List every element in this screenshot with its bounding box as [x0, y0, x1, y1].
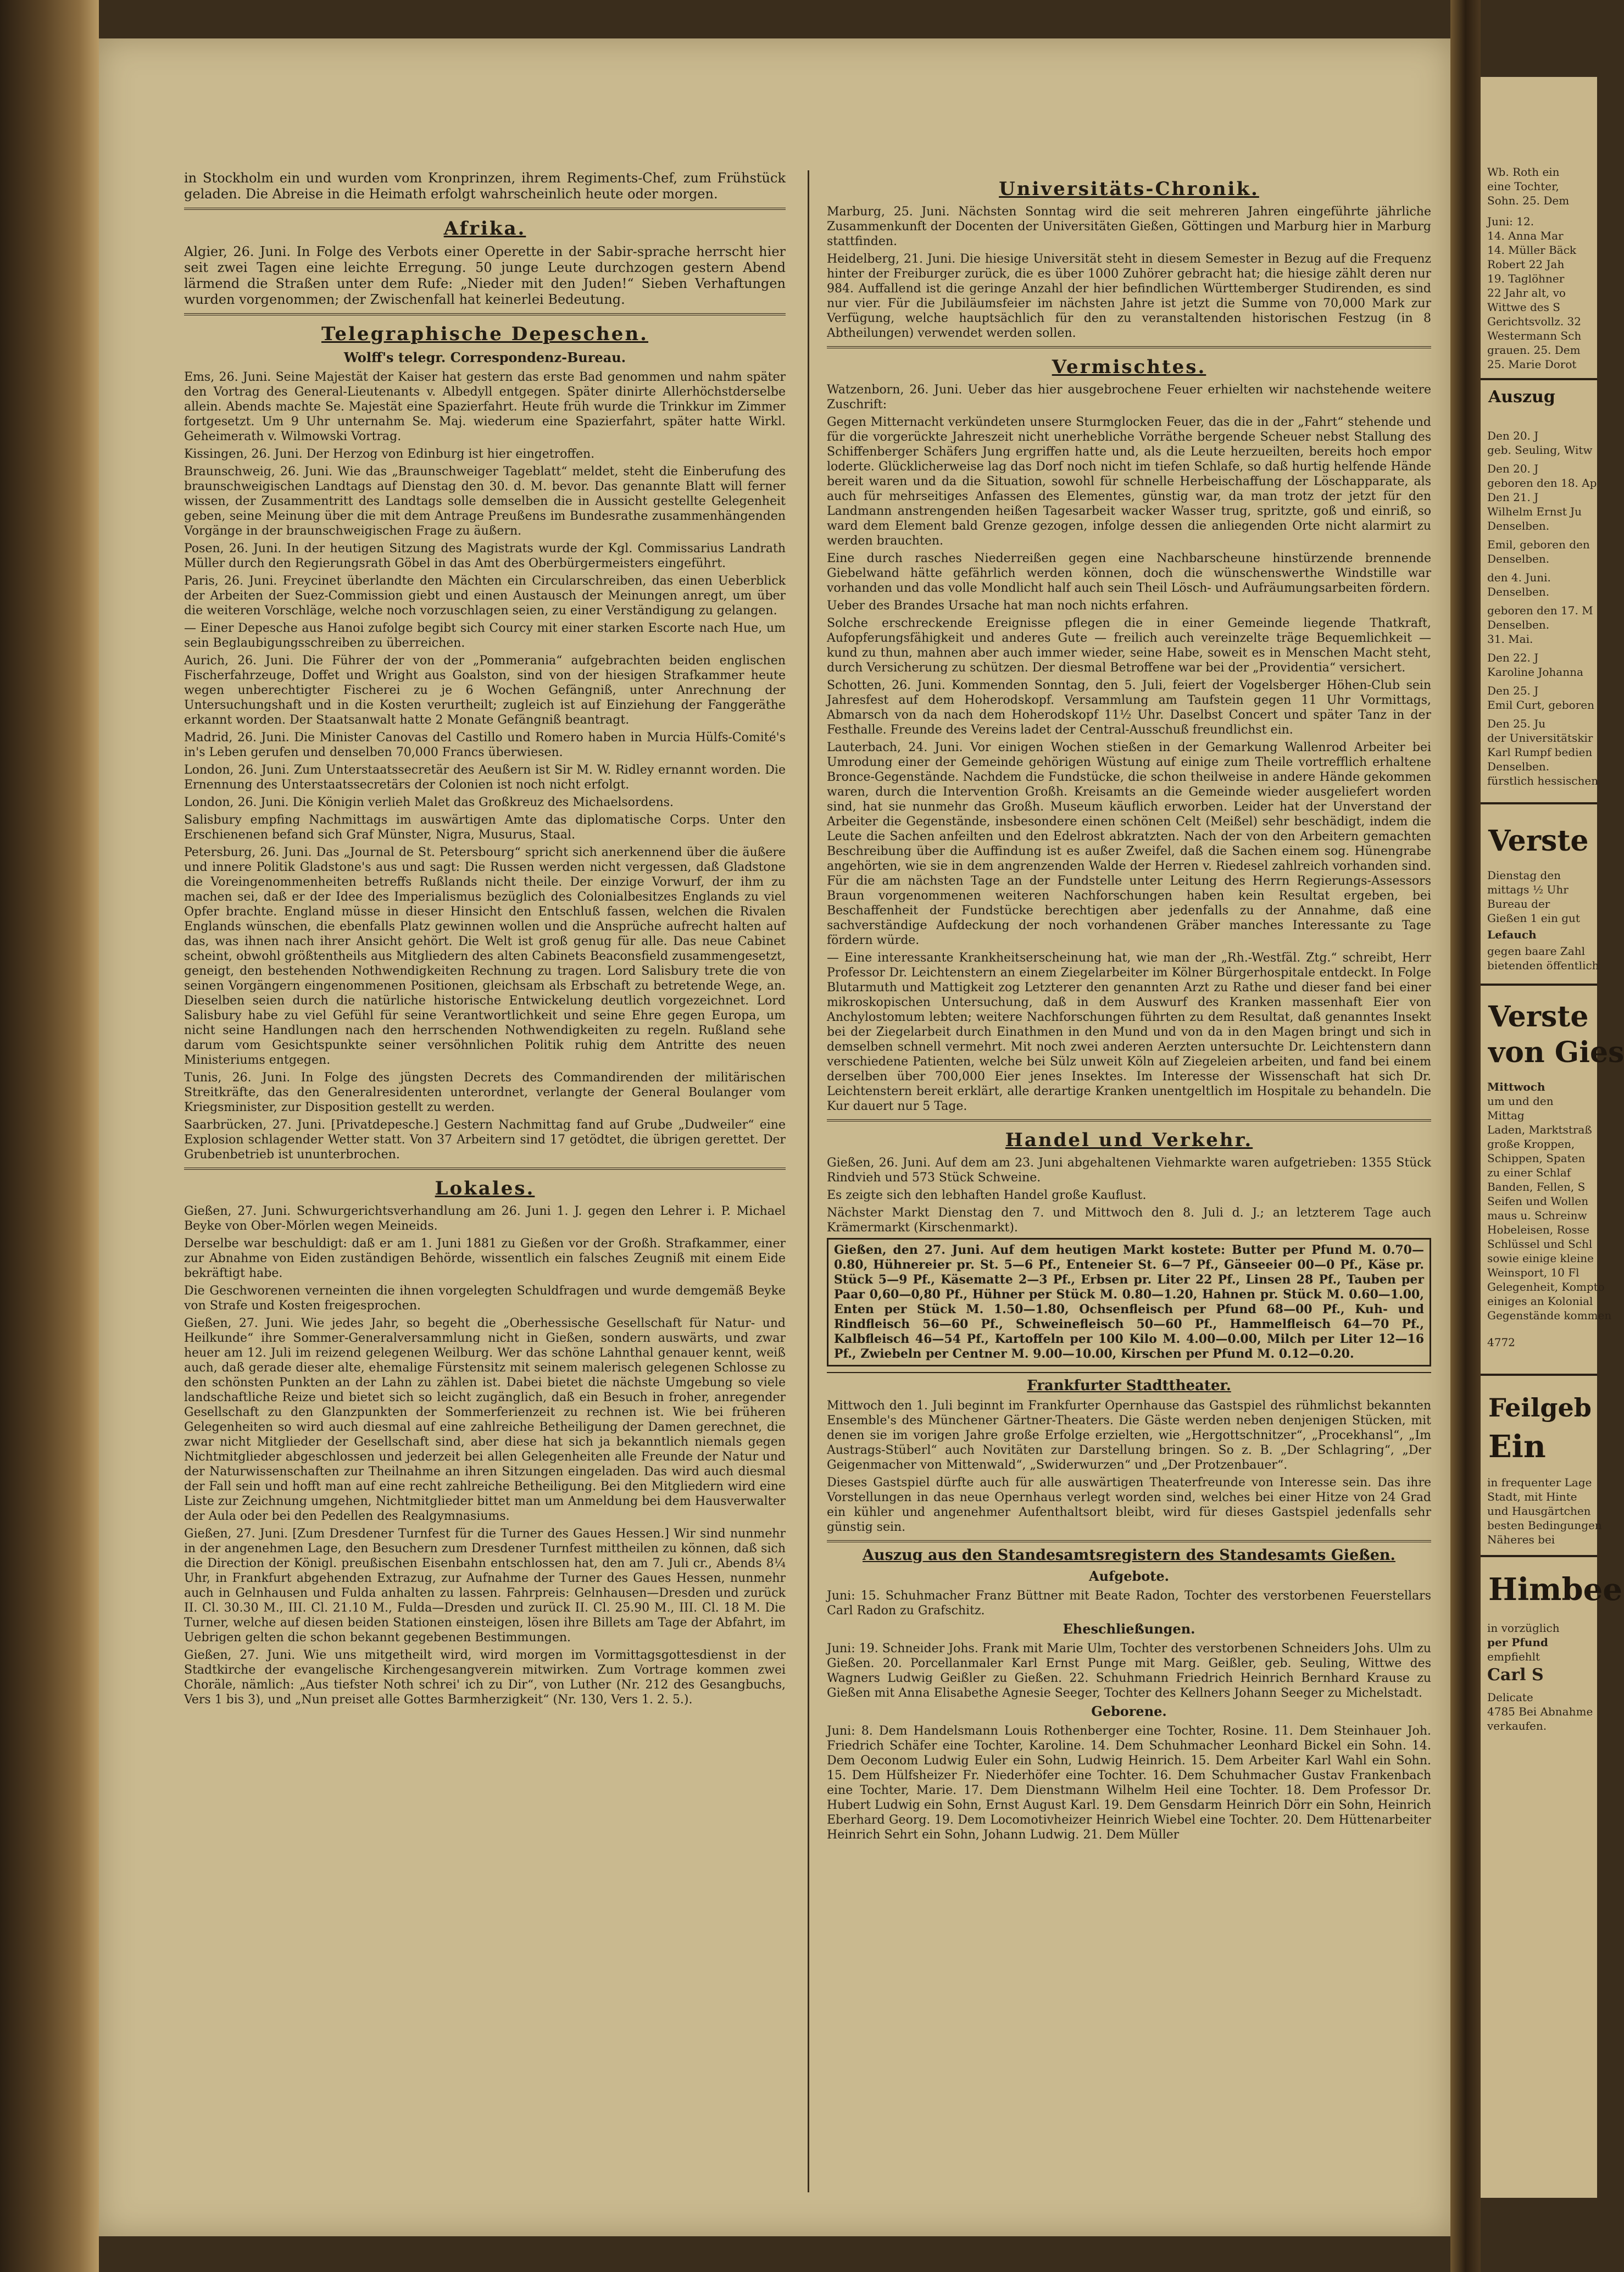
fragment-line: Dienstag den — [1487, 869, 1561, 882]
market-prices-box — [827, 1238, 1431, 1366]
section-heading-standesamt: Auszug aus den Standesamtsregistern des Standesamts Gießen. — [863, 1547, 1395, 1564]
fragment-heading: Himbee — [1488, 1571, 1622, 1608]
fragment-rule — [1481, 802, 1597, 804]
section-rule — [184, 208, 786, 210]
fragment-heading: Feilgeb — [1488, 1393, 1592, 1423]
fragment-line: Gelegenheit, Kompto — [1487, 1280, 1605, 1293]
fragment-line: einiges an Kolonial — [1487, 1295, 1593, 1308]
subheading-aufgebote: Aufgebote. — [1089, 1568, 1169, 1584]
subheading-geborene: Geborene. — [1091, 1703, 1167, 1719]
fragment-line: Weinsport, 10 Fl — [1487, 1266, 1579, 1279]
fragment-line: Den 25. Ju — [1487, 717, 1546, 730]
fragment-line: geb. Seuling, Witw — [1487, 443, 1593, 457]
fragment-line: 25. Marie Dorot — [1487, 358, 1577, 371]
fragment-line: Stadt, mit Hinte — [1487, 1490, 1577, 1503]
fragment-heading: Auszug — [1488, 387, 1555, 407]
fragment-heading: von Gies — [1488, 1036, 1624, 1069]
fragment-line: Denselben. — [1487, 552, 1550, 565]
university-item: Heidelberg, 21. Juni. Die hiesige Universität steht in diesem Semester in Bezug auf die Frequenz hinter der Freiburger zurück, die es über 1000 Zuhörer gebracht hat; die hiesige zählt deren nur 984. Auffallend ist die geringe Anzahl der hier befindlichen Württemberger Studirenden, es sind nur vier. Für die Jubiläumsfeier im nächsten Jahre ist jetzt die Summe von 70,000 Mark zur Verfügung, welche hauptsächlich für den zu veranstaltenden historischen Festzug (in 8 Abtheilungen) verwendet werden sollen. — [827, 252, 1431, 340]
subheading-eheschliessungen: Eheschließungen. — [1063, 1621, 1195, 1637]
fragment-line: Westermann Sch — [1487, 329, 1582, 342]
fragment-line: maus u. Schreinw — [1487, 1209, 1587, 1222]
fragment-line: Wb. Roth ein — [1487, 165, 1560, 179]
fragment-line: der Universitätskir — [1487, 731, 1593, 745]
local-news-item: Gießen, 27. Juni. Wie jedes Jahr, so begeht die „Oberhessische Gesellschaft für Natur- und Heilkunde“ ihre Sommer-Generalversammlung nicht in Gießen, sondern auswärts, und zwar heuer am 12. Juli im reizend gelegenen Weilburg. Wer das schöne Lahnthal genauer kennt, weiß auch, daß gerade dieser alte, ehemalige Fürstensitz mit seinem malerisch gelegenen Schlosse zu den schönsten Punkten an der Lahn zu zählen ist. Dabei bietet die nächste Umgebung so viele landschaftliche Reize und bietet sich so leicht zugänglich, daß ein Besuch in froher, anregender Gesellschaft zu den Glanzpunkten der Sommerferienzeit zu rechnen ist. Wie bei früheren Gelegenheiten so wird auch diesmal auf eine zahlreiche Betheiligung der Damen gerechnet, die zwar nicht Mitglieder der Gesellschaft sind, aber diese hat sich ja bekanntlich niemals gegen Nichtmitglieder abgeschlossen und jederzeit bei allen Gelegenheiten alle Freunde der Natur und der Naturwissenschaften zur Theilnahme an ihren Sitzungen eingeladen. Das wird auch diesmal der Fall sein und hofft man auf eine recht zahlreiche Betheiligung. Bei den Mitgliedern wird eine Liste zur Zeichnung umgehen, Nichtmitglieder bittet man um Anmeldung bei dem Hausverwalter der Aula oder bei den Pedellen des Realgymnasiums. — [184, 1316, 786, 1523]
fragment-line: eine Tochter, — [1487, 180, 1559, 193]
registry-geborene: Juni: 8. Dem Handelsmann Louis Rothenberger eine Tochter, Rosine. 11. Dem Steinhauer Joh. Friedrich Schäfer eine Tochter, Karoline. 14. Dem Schuhmacher Leonhard Bickel ein Sohn. 14. Dem Oeconom Ludwig Euler ein Sohn, Ludwig Heinrich. 15. Dem Arbeiter Karl Wahl ein Sohn. 15. Dem Hülfsheizer Fr. Niederhöfer eine Tochter. 16. Dem Schuhmacher Gustav Frankenbach eine Tochter, Marie. 17. Dem Dienstmann Wilhelm Heil eine Tochter. 18. Dem Professor Dr. Hubert Ludwig ein Sohn, Ernst August Karl. 19. Dem Gensdarm Heinrich Dörr ein Sohn, Heinrich Eberhard Georg. 19. Dem Locomotivheizer Heinrich Wiebel eine Tochter. 20. Dem Hüttenarbeiter Heinrich Sehrt ein Sohn, Johann Ludwig. 21. Dem Müller — [827, 1724, 1431, 1842]
fragment-line: in frequenter Lage — [1487, 1476, 1592, 1489]
fragment-line: Den 20. J — [1487, 429, 1539, 442]
telegram-item: London, 26. Juni. Die Königin verlieh Malet das Großkreuz des Michaelsordens. — [184, 796, 674, 809]
fragment-line: gegen baare Zahl — [1487, 945, 1586, 958]
fragment-line: fürstlich hessischen — [1487, 774, 1599, 787]
fragment-line: Denselben. — [1487, 618, 1550, 631]
fragment-line: grauen. 25. Dem — [1487, 343, 1581, 357]
adjacent-page-fragment — [1481, 77, 1624, 2198]
fragment-number: 4772 — [1487, 1336, 1515, 1349]
telegram-item: — Einer Depesche aus Hanoi zufolge begibt sich Courcy mit einer starken Escorte nach Hue, um sein Beglaubigungsschreiben zu überreichen. — [184, 621, 786, 650]
misc-item: Ueber des Brandes Ursache hat man noch nichts erfahren. — [827, 599, 1189, 613]
fragment-line: empfiehlt — [1487, 1650, 1540, 1663]
newspaper-page — [99, 38, 1450, 2236]
fragment-line: Gerichtsvollz. 32 — [1487, 315, 1581, 328]
telegram-item: Madrid, 26. Juni. Die Minister Canovas del Castillo und Romero haben in Murcia Hülfs-Comité's in's Leben gerufen und denselben 70,000 Francs überwiesen. — [184, 731, 786, 759]
fragment-heading: Verste — [1488, 824, 1589, 858]
fragment-line: Mittwoch — [1487, 1080, 1545, 1093]
telegram-item: Paris, 26. Juni. Freycinet überlandte den Mächten ein Circularschreiben, das einen Ueberblick der Arbeiten der Suez-Commission giebt und einen Austausch der Meinungen anregt, um über die weiteren Vorschläge, welche noch vorzuschlagen seien, zu einer Verständigung zu gelangen. — [184, 574, 786, 618]
local-news-item: Gießen, 27. Juni. Wie uns mitgetheilt wird, wird morgen im Vormittagsgottesdienst in der Stadtkirche der evangelische Kirchengesangverein mitwirken. Zum Vortrage kommen zwei Choräle, nämlich: „Aus tiefster Noth schrei' ich zu Dir“, von Luther (Nr. 212 des Gesangbuchs, Vers 1 bis 3), und „Nun preiset alle Gottes Barmherzigkeit“ (Nr. 130, Vers 1. 2. 5.). — [184, 1648, 786, 1707]
fragment-line: Den 21. J — [1487, 491, 1539, 504]
fragment-rule — [1481, 1555, 1597, 1557]
trade-item: Es zeigte sich den lebhaften Handel große Kauflust. — [827, 1188, 1147, 1202]
column-divider — [808, 170, 809, 2192]
fragment-line: Robert 22 Jah — [1487, 258, 1565, 271]
fragment-line: den 4. Juni. — [1487, 571, 1551, 584]
misc-item: Lauterbach, 24. Juni. Vor einigen Wochen stießen in der Gemarkung Wallenrod Arbeiter bei Umrodung einer der Gemeinde gehörigen Wüstung auf einige zum Theile vortrefflich erhaltene Bronce-Gegenstände. Nachdem die Fundstücke, die schon theilweise in andere Hände gekommen waren, durch die Intervention Großh. Kreisamts an die Gemeinde wieder ausgeliefert worden sind, hat sie nunmehr das Großh. Museum käuflich erworben. Leider hat der Unverstand der Arbeiter die Gegenstände, insbesondere einen schönen Celt (Meißel) sehr beschädigt, indem die Leute die Sachen anfeilten und den Edelrost abkratzten. Nach der von den Arbeitern gemachten Beschreibung über die Auffindung ist es außer Zweifel, daß die Sachen einem sog. Hünengrabe angehörten, wie sie in dem angrenzenden Walde der Herren v. Riedesel zahlreich vorhanden sind. Für die am nächsten Tage an der Fundstelle unter Leitung des Herrn Regierungs-Assessors Braun vorgenommenen weiteren Nachforschungen haben kein Resultat ergeben, bei Beschaffenheit der Fundstücke berechtigen aber jedenfalls zu der Annahme, daß eine sachverständige Aufdeckung der noch vorhandenen Gräber manches Interessante zu Tage fördern würde. — [827, 741, 1431, 947]
fragment-line: große Kroppen, — [1487, 1137, 1575, 1151]
telegram-item: Ems, 26. Juni. Seine Majestät der Kaiser hat gestern das erste Bad genommen und nahm später den Vortrag des General-Lieutenants v. Albedyll entgegen. Später dinirte Allerhöchstderselbe allein. Abends machte Se. Majestät eine Spazierfahrt. Heute früh wurde die Trinkkur im Zimmer fortgesetzt. Um 9 Uhr unternahm Se. Maj. wiederum eine Spazierfahrt, später hatte Wirkl. Geheimerath v. Wilmowski Vortrag. — [184, 370, 786, 443]
fragment-line: Seifen und Wollen — [1487, 1195, 1589, 1208]
fragment-line: in vorzüglich — [1487, 1621, 1560, 1635]
trade-item: Nächster Markt Dienstag den 7. und Mittwoch den 8. Juli d. J.; an letzterem Tage auch Krämermarkt (Kirschenmarkt). — [827, 1206, 1431, 1235]
fragment-line: und Hausgärtchen — [1487, 1504, 1591, 1518]
fragment-rule — [1481, 984, 1597, 986]
section-subheading-wolff: Wolff's telegr. Correspondenz-Bureau. — [343, 349, 626, 365]
telegram-item: Tunis, 26. Juni. In Folge des jüngsten Decrets des Commandirenden der militärischen Streitkräfte, das den Generalresidenten unterordnet, verlangte der General Boulanger vom Kriegsminister, zur Disposition gestellt zu werden. — [184, 1071, 786, 1114]
fragment-line: bietenden öffentlich — [1487, 959, 1599, 972]
fragment-line: Gegenstände kommen — [1487, 1309, 1612, 1322]
fragment-line: 31. Mai. — [1487, 632, 1533, 646]
telegram-item: Saarbrücken, 27. Juni. [Privatdepesche.] Gestern Nachmittag fand auf Grube „Dudweiler“ eine Explosion schlagender Wetter statt. Von 37 Arbeitern sind 17 getödtet, die übrigen gerettet. Der Grubenbetrieb ist ununterbrochen. — [184, 1118, 786, 1162]
fragment-line: per Pfund — [1487, 1636, 1548, 1649]
afrika-article: Algier, 26. Juni. In Folge des Verbots einer Operette in der Sabir-sprache herrscht hier seit zwei Tagen eine leichte Erregung. 50 junge Leute durchzogen gestern Abend lärmend die Straßen unter dem Rufe: „Nieder mit den Juden!“ Sieben Verhaftungen wurden vorgenommen; der Zwischenfall hat keinerlei Bedeutung. — [184, 244, 786, 307]
fragment-heading: Ein — [1488, 1429, 1546, 1465]
section-heading-vermischtes: Vermischtes. — [1052, 356, 1206, 378]
fragment-line: Den 22. J — [1487, 651, 1539, 664]
telegram-item: Braunschweig, 26. Juni. Wie das „Braunschweiger Tageblatt“ meldet, steht die Einberufung des braunschweigischen Landtags auf Dienstag den 30. d. M. bevor. Das genannte Blatt will ferner wissen, der Zusammentritt des Landtags solle demselben die in Aussicht gestellte Gelegenheit geben, seine Meinung über die mit dem Antrage Preußens im Bundesrathe zusammenhängenden Vorgänge in der braunschweigischen Frage zu äußern. — [184, 465, 786, 538]
fragment-line: Carl S — [1487, 1665, 1544, 1685]
section-heading-afrika: Afrika. — [443, 218, 526, 240]
fragment-line: Schippen, Spaten — [1487, 1152, 1586, 1165]
intro-paragraph: in Stockholm ein und wurden vom Kronprinzen, ihrem Regiments-Chef, zum Frühstück geladen. Die Abreise in die Heimath erfolgt wahrscheinlich heute oder morgen. — [184, 170, 786, 202]
fragment-rule — [1481, 378, 1597, 380]
fragment-line: Gießen 1 ein gut — [1487, 912, 1580, 925]
fragment-line: Banden, Fellen, S — [1487, 1180, 1586, 1193]
fragment-line: sowie einige kleine — [1487, 1252, 1594, 1265]
fragment-line: mittags ½ Uhr — [1487, 883, 1569, 896]
misc-item: Gegen Mitternacht verkündeten unsere Sturmglocken Feuer, das die in der „Fahrt“ stehende und für die vorgerückte Jahreszeit nicht unerhebliche Vorräthe bergende Scheuer nebst Stallung des Schiffenberger Schäfers Jung ergriffen hatte und, als die Leute herzueilten, bereits hoch empor loderte. Glücklicherweise lag das Dorf noch nicht im tiefen Schlafe, so daß hurtig helfende Hände bereit waren und da die Situation, sowohl für schnelle Herbeischaffung der Löschapparate, als auch für mehrseitiges Anfassen des Elementes, günstig war, da man trotz der jetzt für den Landmann anstrengenden heißen Tagesarbeit wacker Wasser trug, spritzte, goß und einriß, so ward dem Element bald Grenze gezogen, infolge dessen die anliegenden Orte nicht alarmirt zu werden brauchten. — [827, 415, 1431, 548]
fragment-line: verkaufen. — [1487, 1719, 1547, 1732]
section-heading-universitaets: Universitäts-Chronik. — [999, 178, 1259, 200]
fragment-line: 14. Anna Mar — [1487, 229, 1564, 242]
section-heading-handel: Handel und Verkehr. — [1005, 1129, 1253, 1151]
misc-item: Watzenborn, 26. Juni. Ueber das hier ausgebrochene Feuer erhielten wir nachstehende weitere Zuschrift: — [827, 383, 1431, 412]
section-rule — [184, 1168, 786, 1170]
fragment-line: Mittag — [1487, 1109, 1525, 1122]
fragment-line: Denselben. — [1487, 585, 1550, 598]
section-rule — [184, 313, 786, 315]
fragment-line: Schlüssel und Schl — [1487, 1237, 1593, 1251]
telegram-item: Aurich, 26. Juni. Die Führer der von der „Pommerania“ aufgebrachten beiden englischen Fischerfahrzeuge, Doffet und Wright aus Goalston, sind von der hiesigen Strafkammer heute wegen unberechtigter Fischerei zu je 6 Wochen Gefängniß, unter Anrechnung der Untersuchungshaft und in die Kosten verurtheilt; zugleich ist auf Einziehung der Fanggeräthe erkannt worden. Der Staatsanwalt hatte 2 Monate Gefängniß beantragt. — [184, 654, 786, 727]
fragment-line: Emil, geboren den — [1487, 538, 1590, 551]
fragment-line: besten Bedingungen — [1487, 1519, 1602, 1532]
fragment-line: 22 Jahr alt, vo — [1487, 286, 1566, 299]
right-column — [827, 170, 1431, 1845]
misc-item: Solche erschreckende Ereignisse pflegen die in einer Gemeinde liegende Thatkraft, Aufopferungsfähigkeit und anderes Gute — freilich auch vereinzelte träge Bequemlichkeit — kund zu thun, mahnen aber auch immer wieder, seine Habe, soweit es in Menschen Macht steht, durch Versicherung zu schützen. Der diesmal Betroffene war bei der „Providentia“ versichert. — [827, 616, 1431, 675]
registry-eheschliessungen: Juni: 19. Schneider Johs. Frank mit Marie Ulm, Tochter des verstorbenen Schneiders Johs. Ulm zu Gießen. 20. Porcellanmaler Karl Ernst Punge mit Marg. Geißler, geb. Seuling, Wittwe des Wagners Ludwig Geißler zu Gießen. 22. Schuhmann Friedrich Heinrich Bernhard Krause zu Gießen mit Anna Elisabethe Agnesie Seeger, Tochter des Kellners Johann Seeger zu Michelstadt. — [827, 1642, 1431, 1700]
telegram-item: Kissingen, 26. Juni. Der Herzog von Edinburg ist hier eingetroffen. — [184, 447, 595, 461]
university-item: Marburg, 25. Juni. Nächsten Sonntag wird die seit mehreren Jahren eingeführte jährliche Zusammenkunft der Docenten der Universitäten Gießen, Göttingen und Marburg hier in Marburg stattfinden. — [827, 205, 1431, 248]
fragment-line: Lefauch — [1487, 928, 1537, 941]
fragment-line: 4785 Bei Abnahme — [1487, 1705, 1593, 1718]
market-prices-text: Gießen, den 27. Juni. Auf dem heutigen Markt kostete: Butter per Pfund M. 0.70—0.80, Hühnereier pr. St. 5—6 Pf., Enteneier St. 6—7 Pf., Gänseeier 00—0 Pf., Käse pr. Stück 5—9 Pf., Käsematte 2—3 Pf., Erbsen pr. Liter 22 Pf., Linsen 28 Pf., Tauben per Paar 0,60—0,80 Pf., Hühner per Stück M. 0.80—1.20, Hahnen pr. Stück M. 0.60—1.00, Enten per Stück M. 1.50—1.80, Ochsenfleisch per Pfund 68—00 Pf., Kuh- und Rindfleisch 56—60 Pf., Schweinefleisch 50—60 Pf., Hammelfleisch 64—70 Pf., Kalbfleisch 46—54 Pf., Kartoffeln per 100 Kilo M. 4.00—0.00, Milch per Liter 12—16 Pf., Zwiebeln per Centner M. 9.00—10.00, Kirschen per Pfund M. 0.12—0.20. — [834, 1243, 1424, 1361]
fragment-line: Emil Curt, geboren — [1487, 698, 1594, 712]
fragment-line: Karl Rumpf bedien — [1487, 746, 1593, 759]
book-spine-edge — [0, 0, 99, 2272]
section-rule — [827, 1372, 1431, 1373]
theatre-item: Mittwoch den 1. Juli beginnt im Frankfurter Opernhause das Gastspiel des rühmlichst bekannten Ensemble's des Münchener Gärtner-Theaters. Die Gäste werden neben denjenigen Stücken, mit denen sie im vorigen Jahre große Erfolge erzielten, wie „Hergottschnitzer“, „Procekhansl“, „Im Austrags-Stüberl“ auch Novitäten zur Darstellung bringen. So z. B. „Der Schlagring“, „Der Geigenmacher von Mittenwald“, „Swiderwurzen“ und „Der Protzenbauer“. — [827, 1399, 1431, 1472]
section-rule — [827, 346, 1431, 348]
section-heading-stadttheater: Frankfurter Stadttheater. — [1027, 1377, 1231, 1394]
fragment-line: Karoline Johanna — [1487, 665, 1583, 679]
fragment-line: Denselben. — [1487, 760, 1550, 773]
local-news-item: Gießen, 27. Juni. Schwurgerichtsverhandlung am 26. Juni 1. J. gegen den Lehrer i. P. Michael Beyke von Ober-Mörlen wegen Meineids. — [184, 1204, 786, 1233]
telegram-item: Posen, 26. Juni. In der heutigen Sitzung des Magistrats wurde der Kgl. Commissarius Landrath Müller durch den Regierungsrath Göbel in das Amt des Oberbürgermeisters eingeführt. — [184, 542, 786, 570]
fragment-line: 14. Müller Bäck — [1487, 243, 1577, 257]
fragment-line: Laden, Marktstraß — [1487, 1123, 1592, 1136]
fragment-heading: Verste — [1488, 1000, 1589, 1034]
fragment-line: um und den — [1487, 1095, 1554, 1108]
fragment-line: Denselben. — [1487, 519, 1550, 532]
misc-item: Eine durch rasches Niederreißen gegen eine Nachbarscheune hinstürzende brennende Giebelwand hätte gefährlich werden können, doch die wünschenswerthe Windstille war vorhanden und das volle Mondlicht half auch sein Theil Lösch- und Aufräumungsarbeiten fördern. — [827, 552, 1431, 595]
telegram-item: Salisbury empfing Nachmittags im auswärtigen Amte das diplomatische Corps. Unter den Erschienenen befand sich Graf Münster, Nigra, Musurus, Staal. — [184, 813, 786, 842]
fragment-line: Wilhelm Ernst Ju — [1487, 505, 1582, 518]
left-column — [184, 170, 786, 1710]
book-gutter — [1450, 0, 1481, 2272]
registry-aufgebote: Juni: 15. Schuhmacher Franz Büttner mit Beate Radon, Tochter des verstorbenen Feuerstellars Carl Radon zu Grafschitz. — [827, 1589, 1431, 1618]
fragment-line: Den 25. J — [1487, 684, 1539, 697]
section-rule — [827, 1119, 1431, 1121]
telegram-item: London, 26. Juni. Zum Unterstaatssecretär des Aeußern ist Sir M. W. Ridley ernannt worden. Die Ernennung des Unterstaatssecretärs der Colonien ist noch nicht erfolgt. — [184, 763, 786, 792]
telegram-item: Petersburg, 26. Juni. Das „Journal de St. Petersbourg“ spricht sich anerkennend über die äußere und innere Politik Gladstone's aus und sagt: Die Russen werden nicht vergessen, daß Gladstone die Voreingenommenheiten betreffs Rußlands nicht theile. Der einzige Vorwurf, der ihm zu machen sei, daß er der Idee des Imperialismus bezüglich des Colonialbesitzes Englands zu viel Opfer brachte. England müsse in dieser Hinsicht den Entschluß fassen, welchen die Rivalen Englands wünschen, die ebenfalls Platz gewinnen wollen und die Ansprüche aufrecht halten auf das, was ihnen nach ihrer Ansicht gehört. Die Welt ist groß genug für alle. Das neue Cabinet scheint, obwohl größtentheils aus Mitgliedern des alten Cabinets Beaconsfield zusammengesetzt, geneigt, den bestehenden Nothwendigkeiten Rechnung zu tragen. Lord Salisbury trete die von seinen Vorgängern eingenommenen Positionen, gleichsam als Erbschaft zu betretende Wege, an. Dieselben seien durch die natürliche historische Entwickelung deutlich vorgezeichnet. Lord Salisbury habe zu viel Gefühl für seine Verantwortlichkeit und seine Ehre gegen Europa, um nicht seine Handlungen nach den herrschenden Nothwendigkeiten zu regeln. Rußland sehe darum vom Gesichtspunkte seiner versöhnlichen Politik ruhig dem Antritte des neuen Ministeriums entgegen. — [184, 846, 786, 1067]
trade-item: Gießen, 26. Juni. Auf dem am 23. Juni abgehaltenen Viehmarkte waren aufgetrieben: 1355 Stück Rindvieh und 573 Stück Schweine. — [827, 1156, 1431, 1185]
section-heading-telegraphische: Telegraphische Depeschen. — [321, 323, 648, 345]
theatre-item: Dieses Gastspiel dürfte auch für alle auswärtigen Theaterfreunde von Interesse sein. Das ihre Vorstellungen in das neue Opernhaus verlegt worden sind, welches bei einer Hitze von 24 Grad ein kühler und angenehmer Aufenthaltsort bleibt, wird für dieses Gastspiel jedenfalls sehr günstig sein. — [827, 1476, 1431, 1534]
fragment-line: zu einer Schlaf — [1487, 1166, 1571, 1179]
fragment-line: Delicate — [1487, 1691, 1533, 1704]
fragment-line: Näheres bei — [1487, 1533, 1555, 1546]
fragment-line: Sohn. 25. Dem — [1487, 194, 1570, 207]
misc-item: Schotten, 26. Juni. Kommenden Sonntag, den 5. Juli, feiert der Vogelsberger Höhen-Club sein Jahresfest auf dem Hoherodskopf. Versammlung am Taufstein gegen 11 Uhr Vormittags, Abmarsch von da nach dem Hoherodskopf 11½ Uhr. Daselbst Concert und später Tanz in der Festhalle. Freunde des Vereins ladet der Central-Ausschuß freundlichst ein. — [827, 679, 1431, 737]
local-news-item: Die Geschworenen verneinten die ihnen vorgelegten Schuldfragen und wurde demgemäß Beyke von Strafe und Kosten freigesprochen. — [184, 1284, 786, 1313]
fragment-line: geboren den 18. Ap — [1487, 476, 1597, 490]
fragment-line: 19. Taglöhner — [1487, 272, 1565, 285]
fragment-line: geboren den 17. M — [1487, 604, 1593, 617]
fragment-line: Juni: 12. — [1487, 215, 1534, 228]
local-news-item: Gießen, 27. Juni. [Zum Dresdener Turnfest für die Turner des Gaues Hessen.] Wir sind nunmehr in der angenehmen Lage, den Besuchern zum Dresdener Turnfest mittheilen zu können, daß sich die Direction der Königl. preußischen Eisenbahn entschlossen hat, den am 7. Juli cr., Abends 8¼ Uhr, in Frankfurt abgehenden Extrazug, zur Aufnahme der Turner des Gaues Hessen, nunmehr auch in Gelnhausen und Fulda anhalten zu lassen. Fahrpreis: Gelnhausen—Dresden und zurück II. Cl. 30.30 M., III. Cl. 21.10 M., Fulda—Dresden und zurück II. Cl. 25.90 M., III. Cl. 18 M. Die Turner, welche auf diesen beiden Stationen einsteigen, lösen ihre Billets am Tage der Abfahrt, im Uebrigen gelten die schon bekannt gegebenen Bestimmungen. — [184, 1527, 786, 1645]
fragment-line: Hobeleisen, Rosse — [1487, 1223, 1589, 1236]
fragment-line: Bureau der — [1487, 897, 1550, 910]
fragment-line: Den 20. J — [1487, 462, 1539, 475]
fragment-line: Wittwe des S — [1487, 301, 1560, 314]
fragment-rule — [1481, 1374, 1597, 1376]
section-rule — [827, 1540, 1431, 1542]
local-news-item: Derselbe war beschuldigt: daß er am 1. Juni 1881 zu Gießen vor der Großh. Strafkammer, einer zur Abnahme von Eiden zuständigen Behörde, wissentlich ein falsches Zeugniß mit einem Eide bekräftigt habe. — [184, 1237, 786, 1280]
section-heading-lokales: Lokales. — [435, 1177, 535, 1199]
misc-item: — Eine interessante Krankheitserscheinung hat, wie man der „Rh.-Westfäl. Ztg.“ schreibt, Herr Professor Dr. Leichtenstern an einem Ziegelarbeiter im Kölner Bürgerhospitale entdeckt. In Folge Blutarmuth und Mattigkeit zog Letzterer den genannten Arzt zu Rathe und dieser fand bei einer mikroskopischen Untersuchung, daß in dem Auswurf des Kranken massenhaft Eier von Anchylostomum lebten; weitere Nachforschungen führten zu dem Resultat, daß genanntes Insekt bei der Ziegelarbeit durch Einathmen in den Mund und von da in den Magen bringt und sich in demselben schnell vermehrt. Mit noch zwei anderen Aerzten untersuchte Dr. Leichtenstern dann verschiedene Patienten, welche bei Sülz unweit Köln auf Ziegeleien arbeiten, und fand bei einem derselben über 700,000 Eier jenes Insektes. Im Interesse der Wissenschaft hat sich Dr. Leichtenstern bereit erklärt, alle derartige Kranken unentgeltlich im Hospitale zu behandeln. Die Kur dauert nur 5 Tage. — [827, 951, 1431, 1113]
